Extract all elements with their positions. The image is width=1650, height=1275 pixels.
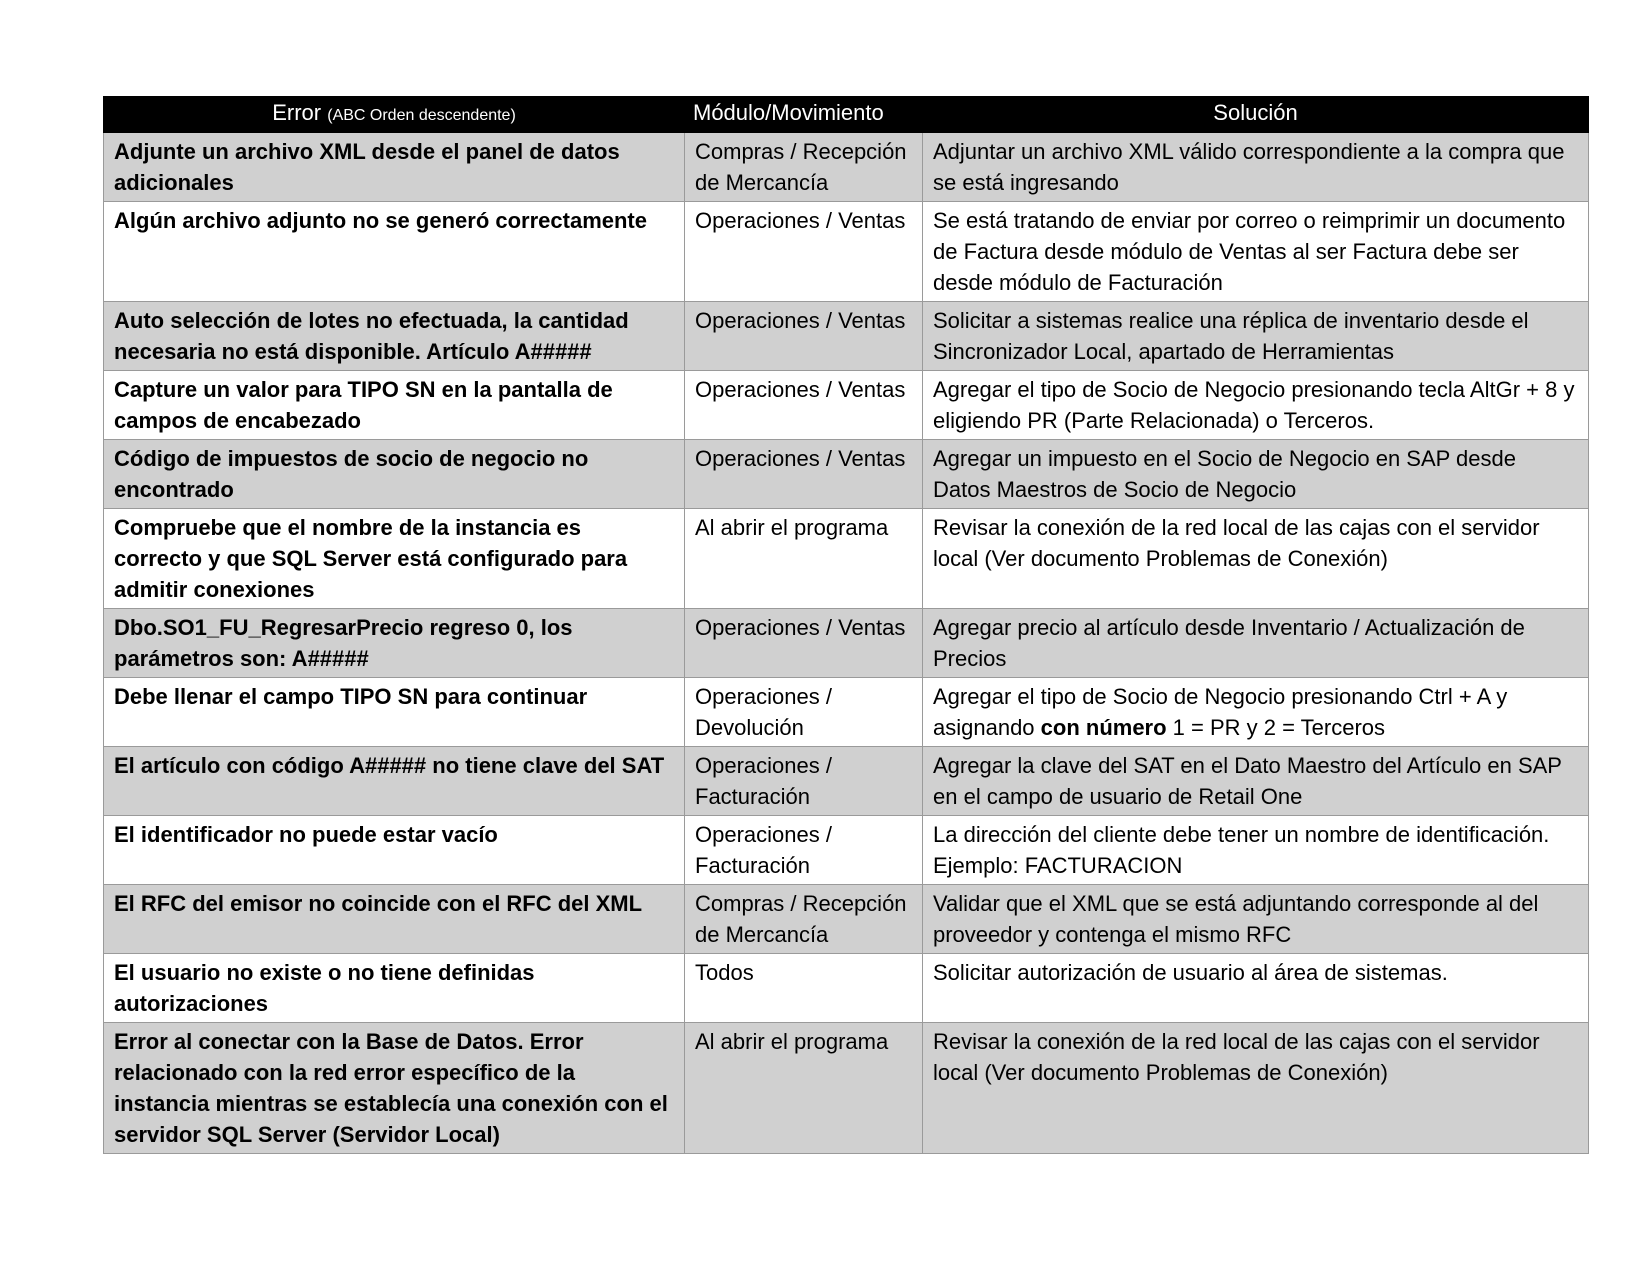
solution-bold-text: con número bbox=[1040, 715, 1167, 740]
module-cell: Al abrir el programa bbox=[685, 1023, 923, 1154]
module-cell: Todos bbox=[685, 954, 923, 1023]
solution-cell: Agregar precio al artículo desde Inventario / Actualización de Precios bbox=[923, 609, 1589, 678]
solution-cell: Revisar la conexión de la red local de las cajas con el servidor local (Ver documento Problemas de Conexión) bbox=[923, 509, 1589, 609]
header-error-note: (ABC Orden descendente) bbox=[327, 107, 516, 124]
solution-text: Agregar el tipo de Socio de Negocio presionando Ctrl + A y asignando bbox=[933, 684, 1508, 740]
module-cell: Operaciones / Facturación bbox=[685, 816, 923, 885]
table-row bbox=[104, 371, 1589, 440]
table-row bbox=[104, 440, 1589, 509]
module-cell: Compras / Recepción de Mercancía bbox=[685, 885, 923, 954]
error-cell: Compruebe que el nombre de la instancia es correcto y que SQL Server está configurado para admitir conexiones bbox=[104, 509, 685, 609]
table-row bbox=[104, 816, 1589, 885]
solution-cell: La dirección del cliente debe tener un nombre de identificación. Ejemplo: FACTURACION bbox=[923, 816, 1589, 885]
error-cell: El usuario no existe o no tiene definidas autorizaciones bbox=[104, 954, 685, 1023]
table-row bbox=[104, 609, 1589, 678]
module-cell: Operaciones / Ventas bbox=[685, 609, 923, 678]
error-cell: Capture un valor para TIPO SN en la pantalla de campos de encabezado bbox=[104, 371, 685, 440]
module-cell: Operaciones / Ventas bbox=[685, 202, 923, 302]
solution-cell: Revisar la conexión de la red local de las cajas con el servidor local (Ver documento Problemas de Conexión) bbox=[923, 1023, 1589, 1154]
module-cell: Operaciones / Ventas bbox=[685, 302, 923, 371]
solution-cell: Se está tratando de enviar por correo o reimprimir un documento de Factura desde módulo de Ventas al ser Factura debe ser desde módulo de Facturación bbox=[923, 202, 1589, 302]
error-cell: Dbo.SO1_FU_RegresarPrecio regreso 0, los parámetros son: A##### bbox=[104, 609, 685, 678]
solution-cell: Validar que el XML que se está adjuntando corresponde al del proveedor y contenga el mismo RFC bbox=[923, 885, 1589, 954]
solution-cell: Solicitar autorización de usuario al área de sistemas. bbox=[923, 954, 1589, 1023]
table-row bbox=[104, 509, 1589, 609]
error-cell: El RFC del emisor no coincide con el RFC del XML bbox=[104, 885, 685, 954]
error-cell: Auto selección de lotes no efectuada, la cantidad necesaria no está disponible. Artículo A##### bbox=[104, 302, 685, 371]
header-solution: Solución bbox=[923, 97, 1589, 133]
error-cell: Error al conectar con la Base de Datos. Error relacionado con la red error específico de la instancia mientras se establecía una conexión con el servidor SQL Server (Servidor Local) bbox=[104, 1023, 685, 1154]
table-row bbox=[104, 954, 1589, 1023]
module-cell: Compras / Recepción de Mercancía bbox=[685, 133, 923, 202]
table-row bbox=[104, 1023, 1589, 1154]
solution-cell: Agregar la clave del SAT en el Dato Maestro del Artículo en SAP en el campo de usuario de Retail One bbox=[923, 747, 1589, 816]
header-error bbox=[104, 97, 685, 133]
module-cell: Al abrir el programa bbox=[685, 509, 923, 609]
solution-cell: Agregar un impuesto en el Socio de Negocio en SAP desde Datos Maestros de Socio de Negocio bbox=[923, 440, 1589, 509]
module-cell: Operaciones / Facturación bbox=[685, 747, 923, 816]
module-cell: Operaciones / Ventas bbox=[685, 371, 923, 440]
table-row bbox=[104, 133, 1589, 202]
solution-cell bbox=[923, 678, 1589, 747]
error-cell: El artículo con código A##### no tiene clave del SAT bbox=[104, 747, 685, 816]
error-cell: El identificador no puede estar vacío bbox=[104, 816, 685, 885]
header-error-label: Error bbox=[272, 100, 322, 125]
solution-cell: Adjuntar un archivo XML válido correspondiente a la compra que se está ingresando bbox=[923, 133, 1589, 202]
table-row bbox=[104, 678, 1589, 747]
solution-cell: Agregar el tipo de Socio de Negocio presionando tecla AltGr + 8 y eligiendo PR (Parte Relacionada) o Terceros. bbox=[923, 371, 1589, 440]
error-solutions-table bbox=[103, 96, 1589, 1154]
solution-text-end: 1 = PR y 2 = Terceros bbox=[1166, 715, 1386, 740]
solution-cell: Solicitar a sistemas realice una réplica de inventario desde el Sincronizador Local, apartado de Herramientas bbox=[923, 302, 1589, 371]
error-cell: Código de impuestos de socio de negocio no encontrado bbox=[104, 440, 685, 509]
error-cell: Adjunte un archivo XML desde el panel de datos adicionales bbox=[104, 133, 685, 202]
error-cell: Debe llenar el campo TIPO SN para continuar bbox=[104, 678, 685, 747]
table-row bbox=[104, 302, 1589, 371]
header-module: Módulo/Movimiento bbox=[685, 97, 923, 133]
module-cell: Operaciones / Ventas bbox=[685, 440, 923, 509]
table-row bbox=[104, 885, 1589, 954]
table-header-row bbox=[104, 97, 1589, 133]
table-row bbox=[104, 747, 1589, 816]
table-row bbox=[104, 202, 1589, 302]
module-cell: Operaciones / Devolución bbox=[685, 678, 923, 747]
error-cell: Algún archivo adjunto no se generó correctamente bbox=[104, 202, 685, 302]
